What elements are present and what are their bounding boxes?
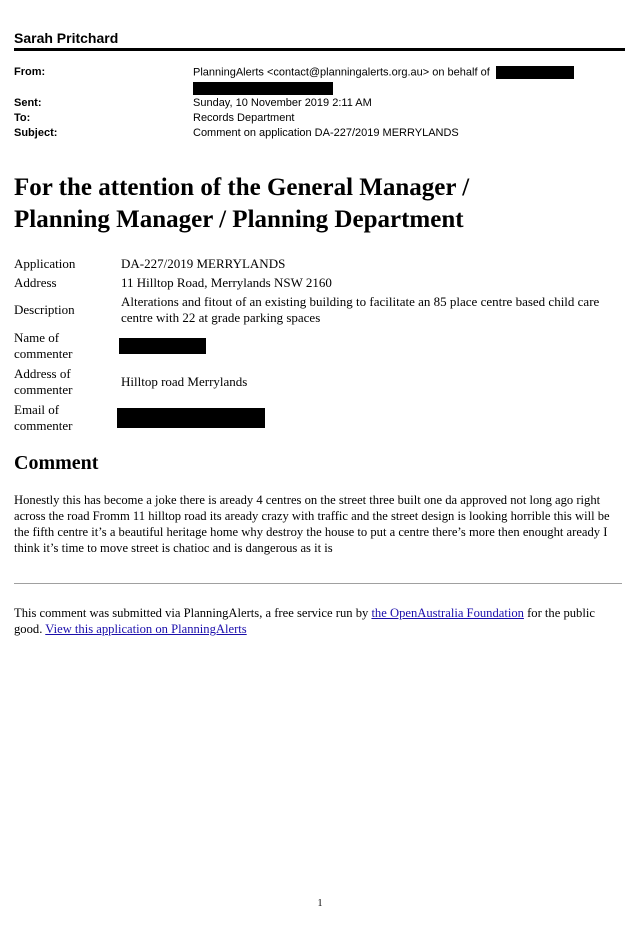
address-commenter-label-line-2: commenter bbox=[14, 382, 73, 397]
subject-value: Comment on application DA-227/2019 MERRYLANDS bbox=[193, 127, 459, 139]
sent-value: Sunday, 10 November 2019 2:11 AM bbox=[193, 97, 372, 109]
comment-heading: Comment bbox=[14, 452, 99, 474]
address-of-commenter-label bbox=[14, 366, 114, 398]
application-label: Application bbox=[14, 256, 76, 271]
header-divider bbox=[14, 48, 625, 51]
email-of-commenter-label bbox=[14, 402, 114, 434]
to-value: Records Department bbox=[193, 112, 295, 124]
address-of-commenter-value: Hilltop road Merrylands bbox=[121, 374, 248, 389]
name-label-line-2: commenter bbox=[14, 346, 73, 361]
attention-title-line-1: For the attention of the General Manager / bbox=[14, 174, 470, 201]
footer-text bbox=[14, 605, 626, 637]
description-label: Description bbox=[14, 302, 75, 317]
email-label-line-1: Email of bbox=[14, 402, 60, 417]
name-label-line-1: Name of bbox=[14, 330, 60, 345]
footer-text-start: This comment was submitted via PlanningAlerts, a free service run by bbox=[14, 606, 372, 620]
comment-body: Honestly this has become a joke there is aready 4 centres on the street three built one da approved not long ago right across the road Fromm 11 hilltop road its aready crazy with traffic and the street design is looking horrible this will be the fifth centre it’s a beautiful heritage home why destroy the house to put a centre there’s more then enought aready I think it’s time to move street is chatioc and is dangerous as it is bbox=[14, 493, 610, 555]
redacted-block bbox=[496, 66, 574, 79]
application-value: DA-227/2019 MERRYLANDS bbox=[121, 256, 286, 271]
from-label: From: bbox=[14, 66, 46, 78]
attention-title bbox=[14, 172, 614, 236]
sent-label: Sent: bbox=[14, 97, 42, 109]
redacted-block bbox=[193, 82, 333, 95]
from-value-continued bbox=[193, 82, 333, 95]
redacted-email bbox=[117, 408, 265, 428]
to-label: To: bbox=[14, 112, 31, 124]
address-commenter-label-line-1: Address of bbox=[14, 366, 71, 381]
name-of-commenter-label bbox=[14, 330, 114, 362]
footer-divider bbox=[14, 583, 622, 584]
address-label: Address bbox=[14, 275, 57, 290]
footer-text-middle: for the public good. bbox=[14, 606, 595, 636]
subject-label: Subject: bbox=[14, 127, 58, 139]
from-value bbox=[193, 66, 574, 79]
address-value: 11 Hilltop Road, Merrylands NSW 2160 bbox=[121, 275, 332, 290]
view-application-link[interactable]: View this application on PlanningAlerts bbox=[45, 622, 247, 636]
from-address: PlanningAlerts <contact@planningalerts.org.au> on behalf of bbox=[193, 66, 490, 79]
page-number: 1 bbox=[317, 898, 323, 909]
openaustralia-foundation-link[interactable]: the OpenAustralia Foundation bbox=[371, 606, 524, 620]
email-label-line-2: commenter bbox=[14, 418, 73, 433]
description-value: Alterations and fitout of an existing building to facilitate an 85 place centre based child care centre with 22 at grade parking spaces bbox=[121, 294, 600, 325]
sender-name: Sarah Pritchard bbox=[14, 30, 119, 46]
attention-title-line-2: Planning Manager / Planning Department bbox=[14, 206, 464, 233]
redacted-name bbox=[119, 338, 206, 354]
